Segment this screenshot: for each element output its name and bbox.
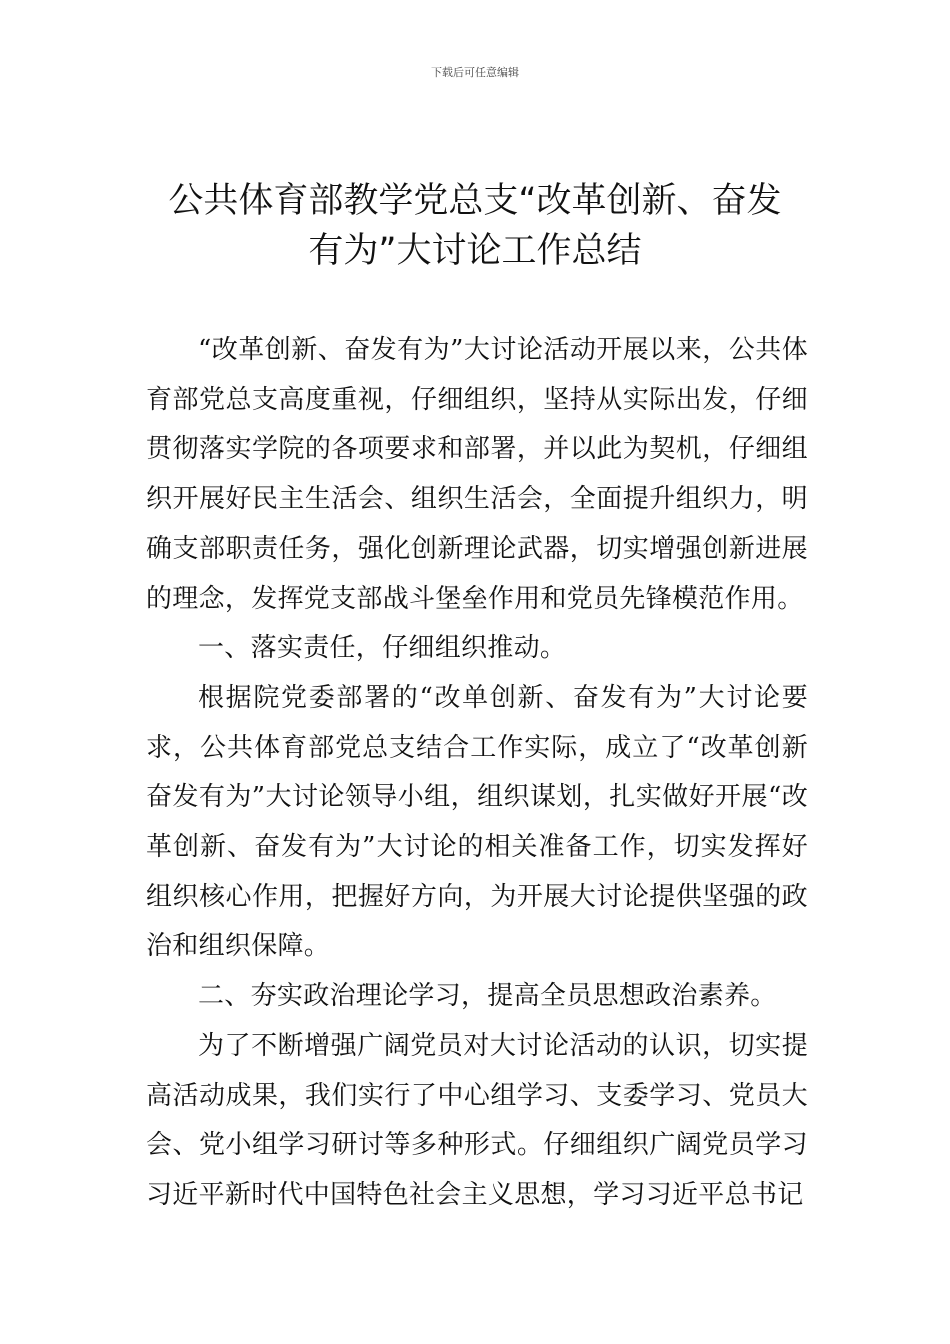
title-line-2: 有为”大讨论工作总结 [308, 231, 642, 271]
paragraph-section-1: 根据院党委部署的“改单创新、奋发有为”大讨论要求，公共体育部党总支结合工作实际，成立了“改革创新奋发有为”大讨论领导小组，组织谋划，扎实做好开展“改革创新、奋发有为”大讨论的相关准备工作，切实发挥好组织核心作用，把握好方向，为开展大讨论提供坚强的政治和组织保障。 [146, 682, 808, 962]
page-header-note: 下载后可任意编辑 [431, 66, 519, 79]
paragraph-section-2: 为了不断增强广阔党员对大讨论活动的认识，切实提高活动成果，我们实行了中心组学习、支委学习、党员大会、党小组学习研讨等多种形式。仔细组织广阔党员学习习近平新时代中国特色社会主义思想，学习习近平总书记 [146, 1030, 808, 1210]
document-body [146, 326, 808, 1221]
section-heading-2: 二、夯实政治理论学习，提高全员思想政治素养。 [198, 981, 777, 1012]
paragraph-intro: “改革创新、奋发有为”大讨论活动开展以来，公共体育部党总支高度重视，仔细组织，坚持从实际出发，仔细贯彻落实学院的各项要求和部署，并以此为契机，仔细组织开展好民主生活会、组织生活会，全面提升组织力，明确支部职责任务，强化创新理论武器，切实增强创新进展的理念，发挥党支部战斗堡垒作用和党员先锋模范作用。 [146, 335, 808, 614]
section-heading-1: 一、落实责任，仔细组织推动。 [198, 633, 567, 664]
title-line-1: 公共体育部教学党总支“改革创新、奋发 [168, 181, 782, 221]
document-title [110, 176, 840, 276]
